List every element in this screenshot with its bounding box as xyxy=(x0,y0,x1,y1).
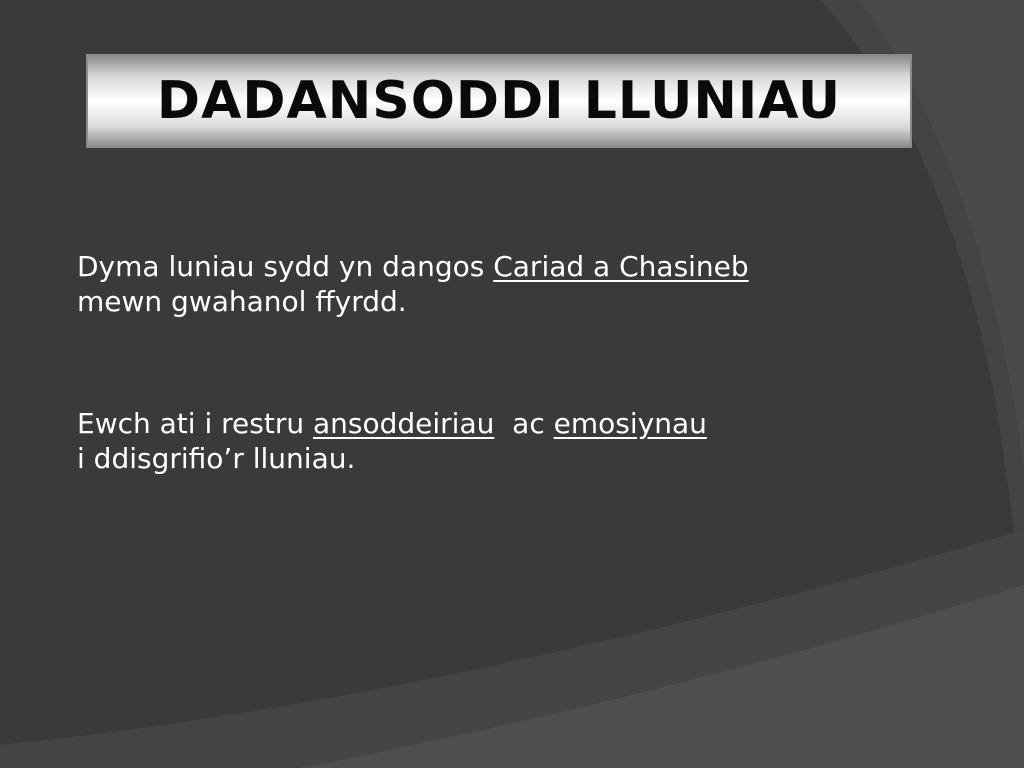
ansoddeiriau-link: ansoddeiriau xyxy=(312,407,495,441)
paragraph-1-lead: Dyma luniau sydd yn dangos xyxy=(77,250,494,283)
page-title: DADANSODDI LLUNIAU xyxy=(156,71,842,131)
slide-body xyxy=(77,250,947,477)
paragraph-1-line-2: mewn gwahanol ffyrdd. xyxy=(77,284,407,318)
paragraph-2 xyxy=(77,407,947,476)
paragraph-1 xyxy=(77,250,947,319)
cariad-chasineb-link: Cariad a Chasineb xyxy=(493,250,749,283)
title-banner xyxy=(86,54,912,148)
emosiynau-link: emosiynau xyxy=(553,407,707,441)
paragraph-2-lead: Ewch ati i restru xyxy=(77,407,313,441)
paragraph-2-mid: ac xyxy=(494,407,554,441)
paragraph-2-line-2: i ddisgrifio’r lluniau. xyxy=(77,442,356,476)
